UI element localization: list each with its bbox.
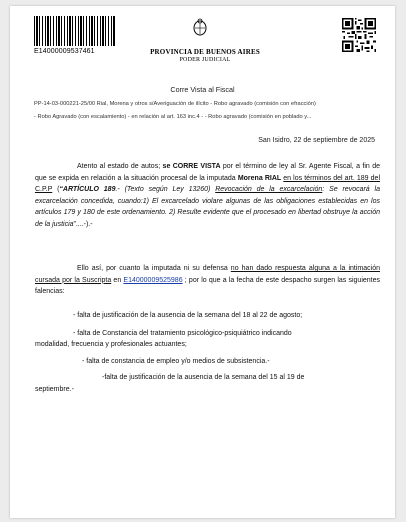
case-reference-line-1: PP-14-03-000221-25/00 Rial, Morena y otros s/Averiguación de ilícito - Robo agravado (comisión con efracción) — [34, 101, 316, 107]
case-reference-line-2: - Robo Agravado (con escalamiento) - en relación al art. 163 inc.4 - - Robo agravado (comisión en poblado y... — [34, 114, 312, 120]
list-item: -falta de justificación de la ausencia de la semana del 15 al 19 de — [102, 374, 305, 381]
barcode-image — [34, 16, 116, 46]
document-page — [10, 6, 395, 518]
document-date: San Isidro, 22 de septiembre de 2025 — [258, 137, 375, 144]
paragraph-falencias: Ello así, por cuanto la imputada ni su defensa no han dado respuesta alguna a la intimación cursada por la Suscripta en E14000009525986 ; por lo que a la fecha de este despacho surgen las siguientes falencias: — [35, 265, 381, 295]
judicial-power-heading: PODER JUDICIAL — [179, 57, 231, 63]
document-reference-link[interactable]: E14000009525986 — [123, 276, 183, 284]
list-item: - falta de constancia de empleo y/o medios de subsistencia.- — [82, 358, 270, 365]
list-item: - falta de Constancia del tratamiento psicológico-psiquiátrico indicando — [73, 330, 292, 337]
list-item: - falta de justificación de la ausencia de la semana del 18 al 22 de agosto; — [73, 312, 303, 319]
qr-code-image — [342, 18, 376, 52]
list-item-continuation: modalidad, frecuencia y profesionales actuantes; — [35, 341, 187, 348]
document-title: Corre Vista al Fiscal — [170, 85, 235, 94]
list-item-continuation: septiembre.- — [35, 386, 74, 393]
coat-of-arms-icon — [192, 18, 208, 36]
paragraph-vista: Atento al estado de autos; se CORRE VISTA por el término de ley al Sr. Agente Fiscal, a fin de que se expida en relación a la situación procesal de la imputada Morena RIAL en los términos del art. 189 del C.P.P (“ARTÍCULO 189.- (Texto según Ley 13260) Revocación de la excarcelación: Se revocará la excarcelación concedida, cuando:1) El excarcelado violare algunas de las obligaciones establecidas en los artículos 179 y 180 de este ordenamiento. 2) Resulte evidente que el procesado en libertad obstruye la acción de la justicia”....-).- — [35, 163, 381, 228]
barcode-number: E14000009537461 — [34, 48, 95, 55]
province-heading: PROVINCIA DE BUENOS AIRES — [150, 48, 260, 56]
